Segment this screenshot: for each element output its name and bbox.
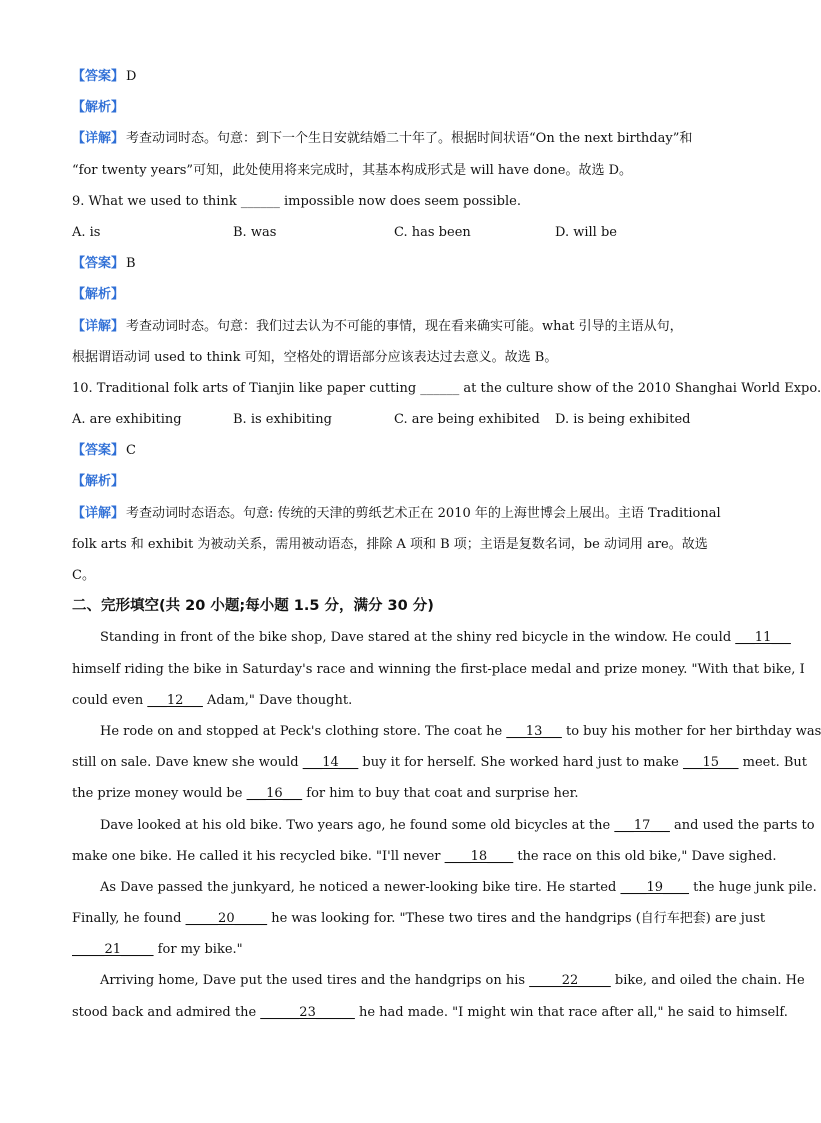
answer-option: B. is exhibiting: [233, 412, 332, 428]
passage-text: could even: [72, 692, 148, 708]
passage-text: buy it for herself. She worked hard just to make: [358, 755, 683, 771]
answer-option: C. are being exhibited: [394, 412, 540, 428]
tag-content: D: [126, 69, 137, 84]
section-tag: 【答案】: [72, 256, 125, 272]
passage-line: [72, 778, 722, 809]
passage-text: himself riding the bike in Saturday's race and winning the first-place medal and prize money. "With that bike, I: [72, 661, 805, 677]
text-line: [72, 529, 722, 560]
text-line: [72, 560, 722, 591]
passage-line: [72, 810, 815, 841]
passage-text: meet. But: [738, 755, 808, 771]
passage-text: the race on this old bike," Dave sighed.: [513, 848, 777, 864]
text-line: [72, 342, 722, 373]
line-text: folk arts 和 exhibit 为被动关系，需用被动语态，排除 A 项和 B 项；主语是复数名词，be 动词用 are。故选: [72, 536, 708, 552]
line-text: 10. Traditional folk arts of Tianjin like paper cutting ______ at the culture show of the 2010 Shanghai World Expo.: [72, 380, 821, 396]
passage-text: Adam," Dave thought.: [202, 692, 353, 708]
tag-content: 考查动词时态。句意：我们过去认为不可能的事情，现在看来确实可能。what 引导的主语从句，: [126, 318, 683, 334]
passage-text: the huge junk pile.: [689, 879, 817, 895]
section-tag: 【解析】: [72, 474, 125, 490]
answer-option: A. is: [72, 224, 101, 240]
section-tag: 【答案】: [72, 443, 125, 459]
blank: ____19____: [620, 879, 690, 895]
passage-text: As Dave passed the junkyard, he noticed a newer-looking bike tire. He started: [100, 879, 621, 895]
text-line: [72, 61, 722, 92]
blank: _____21_____: [72, 942, 154, 958]
blank: ___13___: [506, 723, 562, 739]
passage-line: [72, 965, 805, 996]
passage-text: Arriving home, Dave put the used tires and the handgrips on his: [100, 973, 530, 989]
tag-content: C: [126, 443, 136, 459]
passage-text: to buy his mother for her birthday was: [561, 723, 821, 739]
passage-text: for my bike.": [153, 942, 243, 958]
passage-text: Finally, he found: [72, 911, 186, 927]
blank: ______23______: [260, 1004, 355, 1020]
passage-line: [72, 716, 821, 747]
passage-text: bike, and oiled the chain. He: [610, 973, 805, 989]
text-line: [72, 92, 722, 123]
text-line: [72, 498, 722, 529]
answer-option: B. was: [233, 224, 277, 240]
line-text: “for twenty years”可知，此处使用将来完成时，其基本构成形式是 will have done。故选 D。: [72, 162, 632, 178]
answer-option: D. is being exhibited: [555, 412, 691, 428]
passage-text: still on sale. Dave knew she would: [72, 755, 303, 771]
passage-line: [72, 685, 722, 716]
section-tag: 【详解】: [72, 505, 125, 521]
passage-line: [72, 747, 808, 778]
section-title: 二、完形填空(共 20 小题;每小题 1.5 分，满分 30 分): [72, 598, 434, 615]
text-line: [72, 466, 722, 497]
section-tag: 【解析】: [72, 287, 125, 303]
passage-text: make one bike. He called it his recycled bike. "I'll never: [72, 848, 445, 864]
document-page: [72, 61, 821, 1028]
text-line: [72, 373, 821, 404]
blank: ___17___: [614, 817, 670, 833]
passage-line: [72, 654, 805, 685]
blank: ___15___: [682, 755, 739, 771]
answer-options: [72, 404, 722, 435]
answer-option: D. will be: [555, 224, 617, 240]
passage-line: [72, 841, 777, 872]
blank: ___12___: [147, 692, 203, 708]
line-text: 根据谓语动词 used to think 可知，空格处的谓语部分应该表达过去意义。故选 B。: [72, 349, 558, 365]
passage-line: [72, 903, 766, 934]
blank: _____20_____: [185, 911, 268, 927]
passage-line: [72, 997, 788, 1028]
passage-text: stood back and admired the: [72, 1004, 261, 1020]
section-tag: 【详解】: [72, 318, 125, 334]
line-text: 9. What we used to think ______ impossible now does seem possible.: [72, 193, 521, 209]
passage-text: he was looking for. "These two tires and the handgrips (自行车把套) are just: [267, 911, 766, 927]
tag-content: 考查动词时态语态。句意: 传统的天津的剪纸艺术正在 2010 年的上海世博会上展出。主语 Traditional: [126, 505, 721, 521]
tag-content: 考查动词时态。句意：到下一个生日安就结婚二十年了。根据时间状语“On the next birthday”和: [126, 131, 693, 147]
blank: ____18____: [444, 848, 514, 864]
text-line: [72, 155, 722, 186]
section-tag: 【解析】: [72, 100, 125, 116]
section-tag: 【详解】: [72, 131, 125, 147]
tag-content: B: [126, 256, 136, 272]
text-line: [72, 435, 722, 466]
answer-option: C. has been: [394, 224, 471, 240]
text-line: [72, 123, 722, 154]
passage-text: the prize money would be: [72, 786, 247, 802]
passage-line: [72, 622, 791, 653]
section-heading: [72, 591, 722, 622]
blank: ___14___: [302, 755, 359, 771]
section-tag: 【答案】: [72, 69, 125, 84]
passage-text: and used the parts to: [669, 817, 815, 833]
passage-text: he had made. "I might win that race after all," he said to himself.: [354, 1004, 788, 1020]
line-text: C。: [72, 568, 95, 583]
answer-options: [72, 217, 722, 248]
text-line: [72, 248, 722, 279]
answer-option: A. are exhibiting: [72, 412, 182, 428]
text-line: [72, 279, 722, 310]
text-line: [72, 186, 722, 217]
text-line: [72, 311, 722, 342]
passage-text: for him to buy that coat and surprise her.: [302, 786, 579, 802]
passage-text: Dave looked at his old bike. Two years ago, he found some old bicycles at the: [100, 817, 615, 833]
blank: ___16___: [246, 786, 303, 802]
blank: ___11___: [735, 630, 791, 646]
passage-line: [72, 934, 722, 965]
blank: _____22_____: [529, 973, 611, 989]
passage-line: [72, 872, 817, 903]
passage-text: Standing in front of the bike shop, Dave stared at the shiny red bicycle in the window. He could: [100, 630, 736, 646]
passage-text: He rode on and stopped at Peck's clothing store. The coat he: [100, 723, 507, 739]
